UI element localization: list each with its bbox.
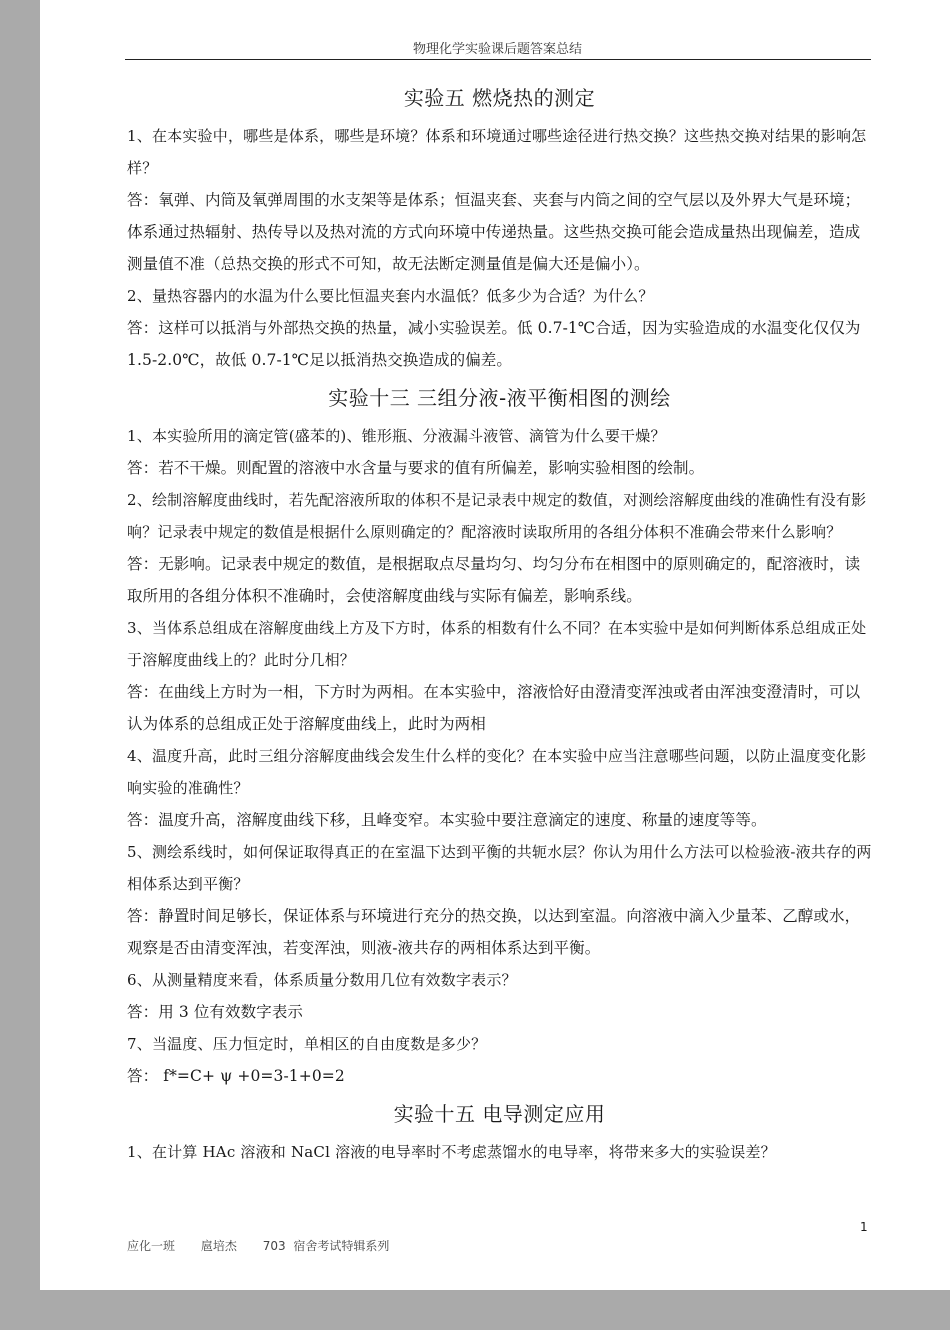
question: 5、测绘系线时，如何保证取得真正的在室温下达到平衡的共轭水层？你认为用什么方法可以检验液-液共存的两相体系达到平衡？ (127, 843, 872, 893)
question: 3、当体系总组成在溶解度曲线上方及下方时，体系的相数有什么不同？在本实验中是如何判断体系总组成正处于溶解度曲线上的？此时分几相？ (127, 619, 867, 669)
question: 2、绘制溶解度曲线时，若先配溶液所取的体积不是记录表中规定的数值，对测绘溶解度曲线的准确性有没有影响？记录表中规定的数值是根据什么原则确定的？配溶液时读取所用的各组分体积不准确会带来什么影响？ (127, 491, 867, 541)
footer-author: 扈培杰 (200, 1239, 237, 1253)
question: 7、当温度、压力恒定时，单相区的自由度数是多少？ (127, 1035, 487, 1053)
answer: 答：若不干燥。则配置的溶液中水含量与要求的值有所偏差，影响实验相图的绘制。 (127, 459, 705, 477)
question: 4、温度升高，此时三组分溶解度曲线会发生什么样的变化？在本实验中应当注意哪些问题，以防止温度变化影响实验的准确性？ (127, 747, 867, 797)
answer: 答：氧弹、内筒及氧弹周围的水支架等是体系；恒温夹套、夹套与内筒之间的空气层以及外界大气是环境；体系通过热辐射、热传导以及热对流的方式向环境中传递热量。这些热交换可能会造成量热出现偏差，造成测量值不准（总热交换的形式不可知，故无法断定测量值是偏大还是偏小）。 (127, 191, 861, 273)
answer: 答：静置时间足够长，保证体系与环境进行充分的热交换，以达到室温。向溶液中滴入少量苯、乙醇或水，观察是否由清变浑浊，若变浑浊，则液-液共存的两相体系达到平衡。 (127, 907, 861, 957)
question: 1、本实验所用的滴定管(盛苯的)、锥形瓶、分液漏斗液管、滴管为什么要干燥？ (127, 427, 666, 445)
answer: 答：无影响。记录表中规定的数值，是根据取点尽量均匀、均匀分布在相图中的原则确定的，配溶液时，读取所用的各组分体积不准确时，会使溶解度曲线与实际有偏差，影响系线。 (127, 555, 861, 605)
section-title: 实验十五 电导测定应用 (393, 1102, 606, 1126)
section-title: 实验十三 三组分液-液平衡相图的测绘 (328, 386, 671, 410)
document-page (40, 0, 950, 1290)
section-title: 实验五 燃烧热的测定 (403, 86, 596, 110)
question: 1、在本实验中，哪些是体系，哪些是环境？体系和环境通过哪些途径进行热交换？这些热交换对结果的影响怎样？ (127, 127, 867, 177)
section-experiment-13 (127, 376, 872, 1092)
answer: 答： f*=C+ ψ +0=3-1+0=2 (127, 1067, 345, 1085)
footer-class: 应化一班 (127, 1239, 176, 1253)
answer: 答：在曲线上方时为一相，下方时为两相。在本实验中，溶液恰好由澄清变浑浊或者由浑浊变澄清时，可以认为体系的总组成正处于溶解度曲线上，此时为两相 (127, 683, 861, 733)
question: 2、量热容器内的水温为什么要比恒温夹套内水温低？低多少为合适？为什么？ (127, 287, 654, 305)
scan-left-margin (0, 0, 40, 1330)
scan-bottom-margin (0, 1290, 950, 1330)
document-body (127, 76, 872, 1168)
footer-series: 703 宿舍考试特辑系列 (262, 1239, 390, 1253)
section-experiment-5 (127, 76, 872, 376)
question: 6、从测量精度来看，体系质量分数用几位有效数字表示？ (127, 971, 517, 989)
page-number: 1 (860, 1220, 868, 1234)
section-experiment-15 (127, 1092, 872, 1168)
answer: 答：温度升高，溶解度曲线下移，且峰变窄。本实验中要注意滴定的速度、称量的速度等等。 (127, 811, 767, 829)
answer: 答：用 3 位有效数字表示 (127, 1003, 304, 1021)
question: 1、在计算 HAc 溶液和 NaCl 溶液的电导率时不考虑蒸馏水的电导率，将带来多大的实验误差？ (127, 1143, 776, 1161)
page-header-title: 物理化学实验课后题答案总结 (412, 42, 582, 57)
header-divider (125, 59, 871, 60)
page-footer (127, 1237, 407, 1254)
answer: 答：这样可以抵消与外部热交换的热量，减小实验误差。低 0.7-1℃合适，因为实验造成的水温变化仅仅为 1.5-2.0℃，故低 0.7-1℃足以抵消热交换造成的偏差。 (127, 319, 861, 369)
